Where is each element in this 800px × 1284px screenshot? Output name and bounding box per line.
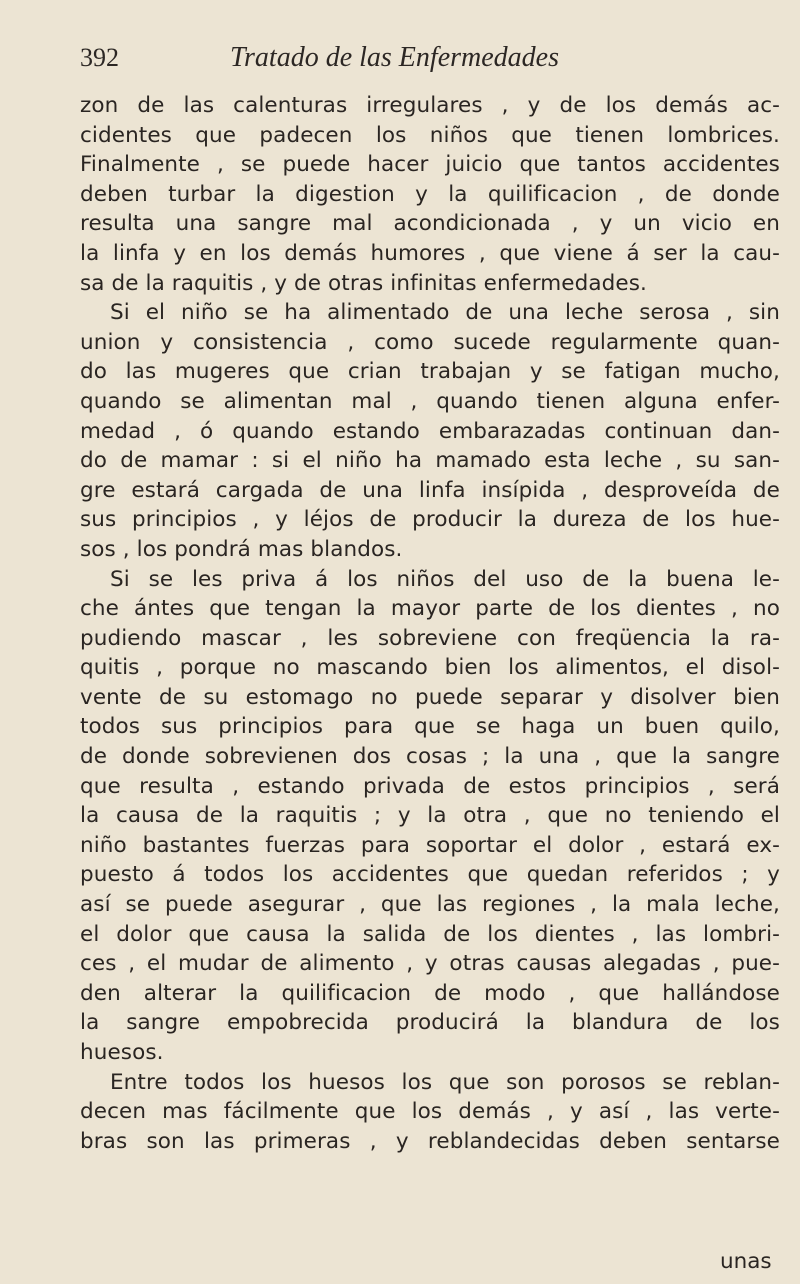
text-line: decen mas fácilmente que los demás , y así , las verte-: [80, 1099, 780, 1125]
text-line: de donde sobrevienen dos cosas ; la una , que la sangre: [80, 744, 780, 770]
text-line: así se puede asegurar , que las regiones , la mala leche,: [80, 892, 780, 918]
page-number: 392: [80, 43, 119, 72]
text-line: quitis , porque no mascando bien los alimentos, el disol-: [80, 655, 780, 681]
text-line: medad , ó quando estando embarazadas continuan dan-: [80, 418, 780, 444]
running-title: Tratado de las Enfermedades: [230, 42, 559, 73]
body-text: [80, 91, 780, 1156]
text-line: Si el niño se ha alimentado de una leche serosa , sin: [110, 300, 780, 326]
text-line: todos sus principios para que se haga un buen quilo,: [80, 714, 780, 740]
text-line: la linfa y en los demás humores , que viene á ser la cau-: [80, 240, 780, 266]
page-header: [80, 38, 780, 78]
text-line: cidentes que padecen los niños que tienen lombrices.: [80, 122, 780, 148]
text-line: bras son las primeras , y reblandecidas deben sentarse: [80, 1128, 780, 1154]
text-line: puesto á todos los accidentes que quedan referidos ; y: [80, 862, 780, 888]
text-line: den alterar la quilificacion de modo , que hallándose: [80, 980, 780, 1006]
text-line: sus principios , y léjos de producir la dureza de los hue-: [80, 507, 780, 533]
text-line: sos , los pondrá mas blandos.: [80, 536, 403, 562]
text-line: quando se alimentan mal , quando tienen alguna enfer-: [80, 388, 780, 414]
text-line: Si se les priva á los niños del uso de la buena le-: [110, 566, 780, 592]
text-line: do las mugeres que crian trabajan y se fatigan mucho,: [80, 359, 780, 385]
text-line: resulta una sangre mal acondicionada , y un vicio en: [80, 211, 780, 237]
text-line: niño bastantes fuerzas para soportar el dolor , estará ex-: [80, 832, 780, 858]
text-line: pudiendo mascar , les sobreviene con freqüencia la ra-: [80, 625, 780, 651]
text-line: que resulta , estando privada de estos principios , será: [80, 773, 780, 799]
text-line: vente de su estomago no puede separar y disolver bien: [80, 684, 780, 710]
text-line: gre estará cargada de una linfa insípida , desproveída de: [80, 477, 780, 503]
text-line: deben turbar la digestion y la quilificacion , de donde: [80, 181, 780, 207]
text-line: zon de las calenturas irregulares , y de los demás ac-: [80, 93, 780, 118]
text-line: la causa de la raquitis ; y la otra , que no teniendo el: [80, 803, 780, 829]
catchword: unas: [720, 1249, 772, 1274]
text-line: huesos.: [80, 1040, 164, 1065]
text-line: ces , el mudar de alimento , y otras causas alegadas , pue-: [80, 951, 780, 977]
text-line: la sangre empobrecida producirá la blandura de los: [80, 1010, 780, 1036]
text-line: sa de la raquitis , y de otras infinitas enfermedades.: [80, 270, 647, 296]
text-line: che ántes que tengan la mayor parte de los dientes , no: [80, 596, 780, 622]
text-line: el dolor que causa la salida de los dientes , las lombri-: [80, 921, 780, 947]
text-line: Entre todos los huesos los que son porosos se reblan-: [110, 1069, 780, 1095]
text-line: do de mamar : si el niño ha mamado esta leche , su san-: [80, 448, 780, 474]
text-line: union y consistencia , como sucede regularmente quan-: [80, 329, 780, 355]
text-line: Finalmente , se puede hacer juicio que tantos accidentes: [80, 152, 780, 178]
